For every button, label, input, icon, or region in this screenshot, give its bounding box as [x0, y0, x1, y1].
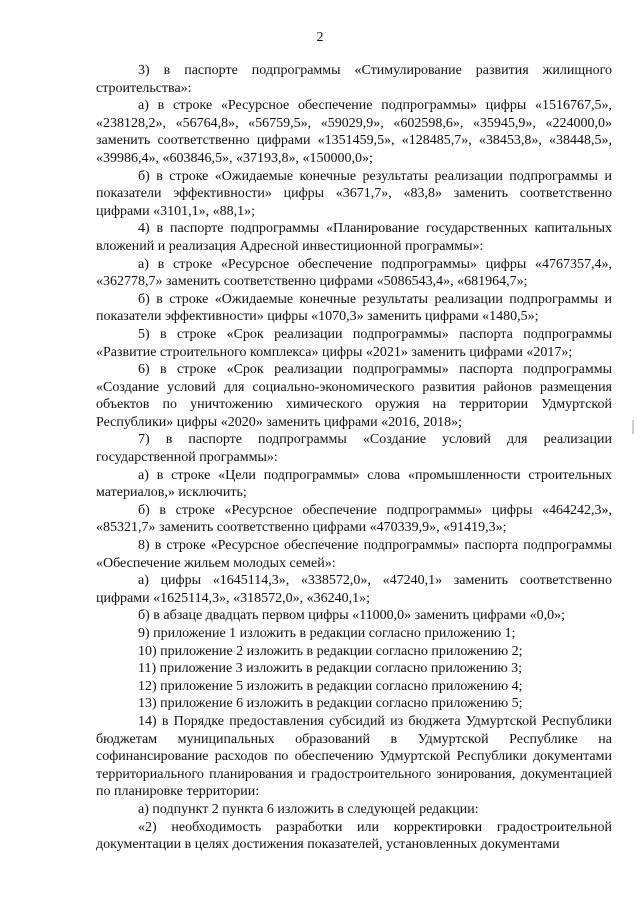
- paragraph-7: 7) в паспорте подпрограммы «Создание условий для реализации государственной программы»:: [96, 432, 612, 466]
- paragraph-8b: б) в абзаце двадцать первом цифры «11000,0» заменить цифрами «0,0»;: [138, 608, 565, 624]
- paragraph-6: 6) в строке «Срок реализации подпрограммы» паспорта подпрограммы «Создание условий для социально-экономического развития районов размещения объектов по уничтожению химического оружия на территории Удмуртской Республики» цифры «2020» заменить цифрами «2016, 2018»;: [96, 362, 612, 430]
- paragraph-14a: а) подпункт 2 пункта 6 изложить в следующей редакции:: [138, 801, 479, 817]
- paragraph-9: 9) приложение 1 изложить в редакции согласно приложению 1;: [138, 626, 516, 641]
- paragraph-14: 14) в Порядке предоставления субсидий из бюджета Удмуртской Республики бюджетам муниципальных образований в Удмуртской Республике на софинансирование расходов по обеспечению Удмуртской Республики документами территориального планирования и градостроительного зонирования, документацией по планировке территории:: [96, 713, 612, 800]
- paragraph-14a-quote: «2) необходимость разработки или корректировки градостроительной документации в целях достижения показателей, установленных документами: [96, 819, 612, 853]
- scan-edge-mark: [632, 420, 634, 434]
- paragraph-13: 13) приложение 6 изложить в редакции согласно приложению 5;: [138, 696, 523, 712]
- paragraph-3: 3) в паспорте подпрограммы «Стимулирование развития жилищного строительства»:: [96, 63, 612, 96]
- paragraph-8: 8) в строке «Ресурсное обеспечение подпрограммы» паспорта подпрограммы «Обеспечение жильем молодых семей»:: [96, 538, 612, 571]
- paragraph-5: 5) в строке «Срок реализации подпрограммы» паспорта подпрограммы «Развитие строительного комплекса» цифры «2021» заменить цифрами «2017»;: [96, 326, 612, 360]
- paragraph-3a: а) в строке «Ресурсное обеспечение подпрограммы» цифры «1516767,5», «238128,2», «56764,8», «56759,5», «59029,9», «602598,6», «35945,9», «224000,0» заменить соответственно цифрами «1351459,5», «128485,7», «38453,8», «38448,5», «39986,4», «603846,5», «37193,8», «150000,0»;: [96, 98, 612, 166]
- document-body: [96, 62, 612, 854]
- paragraph-7b: б) в строке «Ресурсное обеспечение подпрограммы» цифры «464242,3», «85321,7» заменить соответственно цифрами «470339,9», «91419,3»;: [96, 502, 612, 536]
- paragraph-8a: а) цифры «1645114,3», «338572,0», «47240,1» заменить соответственно цифрами «1625114,3», «318572,0», «36240,1»;: [96, 573, 612, 606]
- paragraph-3b: б) в строке «Ожидаемые конечные результаты реализации подпрограммы и показатели эффективности» цифры «3671,7», «83,8» заменить соответственно цифрами «3101,1», «88,1»;: [96, 168, 612, 219]
- paragraph-4b: б) в строке «Ожидаемые конечные результаты реализации подпрограммы и показатели эффективности» цифры «1070,3» заменить цифрами «1480,5»;: [96, 291, 612, 325]
- paragraph-12: 12) приложение 5 изложить в редакции согласно приложению 4;: [138, 678, 523, 694]
- page-number: 2: [316, 30, 324, 45]
- paragraph-7a: а) в строке «Цели подпрограммы» слова «промышленности строительных материалов,» исключить;: [96, 467, 612, 501]
- paragraph-4: 4) в паспорте подпрограммы «Планирование государственных капитальных вложений и реализация Адресной инвестиционной программы»:: [96, 221, 612, 254]
- paragraph-4a: а) в строке «Ресурсное обеспечение подпрограммы» цифры «4767357,4», «362778,7» заменить соответственно цифрами «5086543,4», «681964,7»;: [96, 256, 612, 290]
- paragraph-11: 11) приложение 3 изложить в редакции согласно приложению 3;: [138, 661, 523, 677]
- paragraph-10: 10) приложение 2 изложить в редакции согласно приложению 2;: [138, 643, 523, 659]
